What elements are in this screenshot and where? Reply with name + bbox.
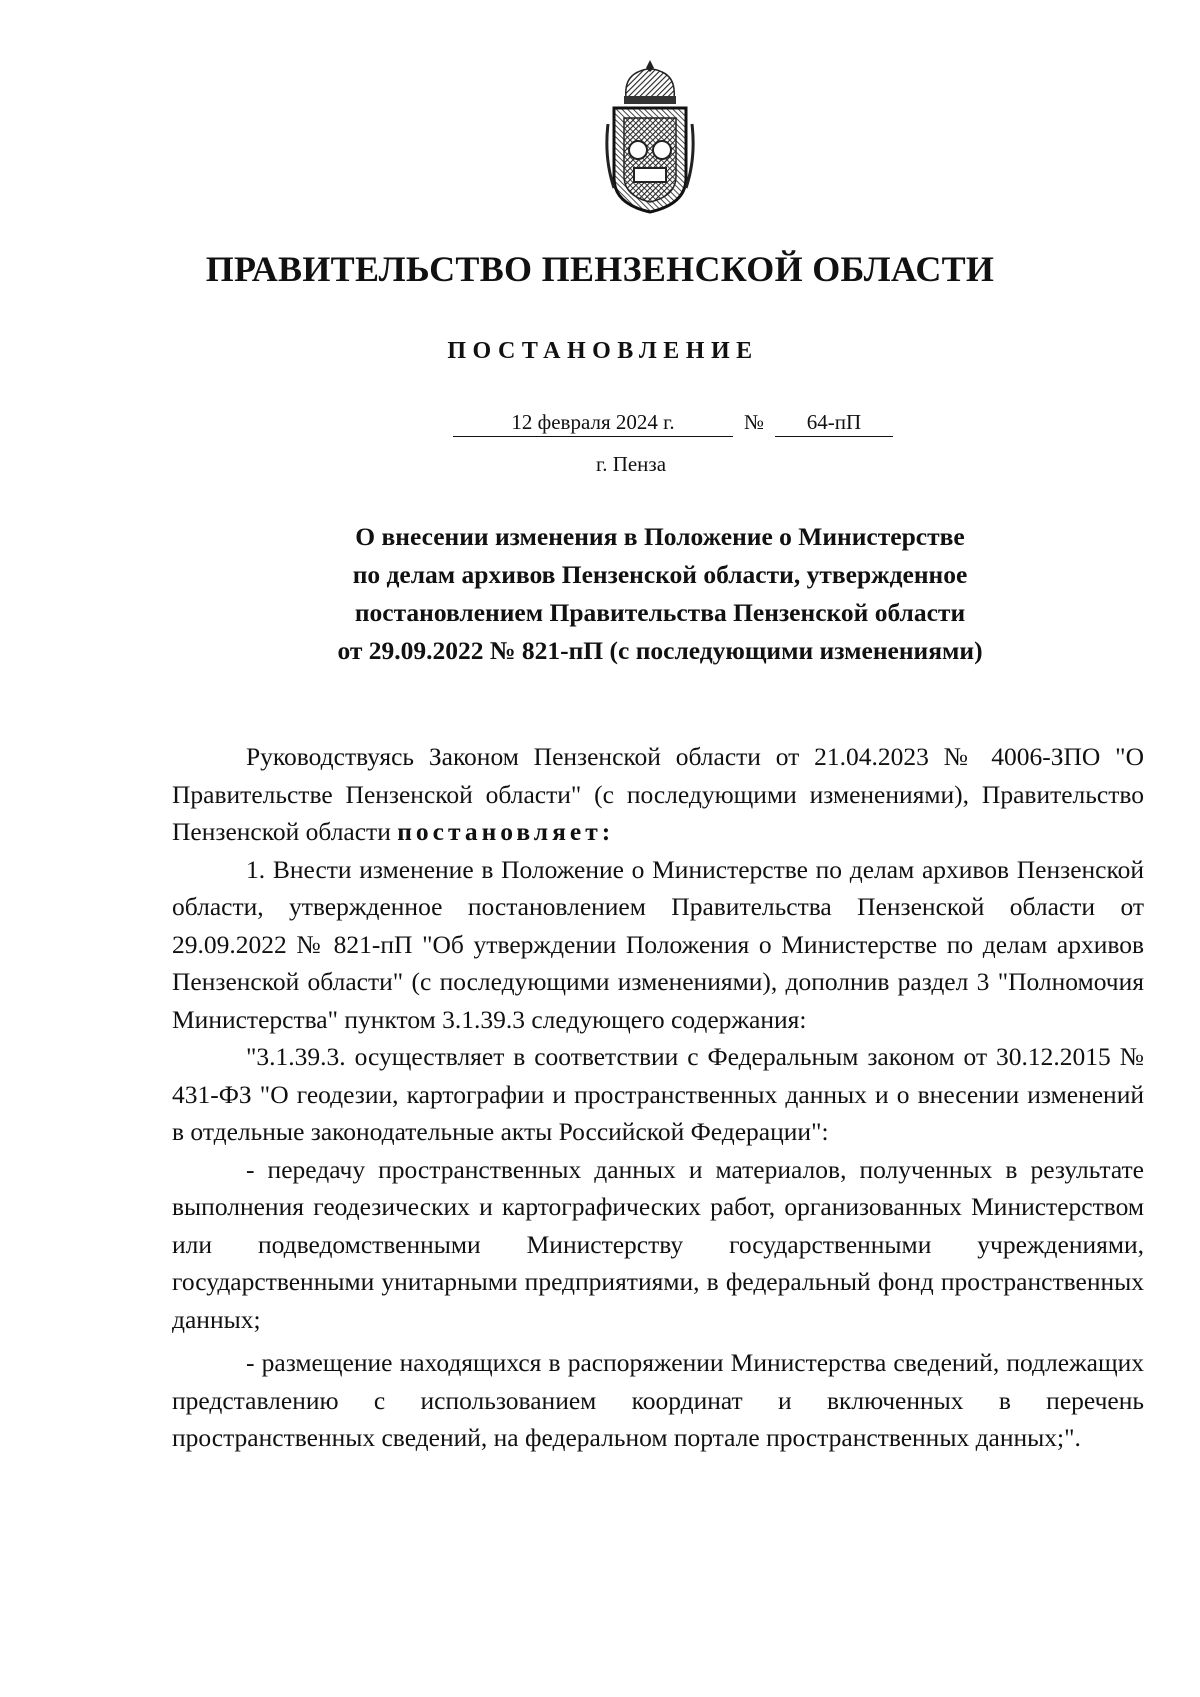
bullet-1-paragraph: - передачу пространственных данных и материалов, полученных в результате выполнения геодезических и картографических работ, организованных Министерством или подведомственными Министерству государственными учреждениями, государственными унитарными предприятиями, в федеральный фонд пространственных данных; bbox=[172, 1154, 1144, 1334]
government-name: ПРАВИТЕЛЬСТВО ПЕНЗЕНСКОЙ ОБЛАСТИ bbox=[205, 249, 995, 289]
number-sign: № bbox=[743, 410, 765, 434]
preamble-text: Руководствуясь Законом Пензенской области от 21.04.2023 № 4006-ЗПО "О Правительстве Пензенской области" (с последующими изменениями), Правительство Пензенской области bbox=[172, 742, 1144, 846]
title-line: О внесении изменения в Положение о Министерстве bbox=[355, 522, 965, 551]
date-number-line bbox=[453, 408, 893, 438]
document-type: ПОСТАНОВЛЕНИЕ bbox=[447, 338, 759, 364]
item-1-quote-paragraph: "3.1.39.3. осуществляет в соответствии с Федеральным законом от 30.12.2015 № 431-ФЗ "О геодезии, картографии и пространственных данных и о внесении изменений в отдельные законодательные акты Российской Федерации": bbox=[172, 1042, 1144, 1146]
city: г. Пенза bbox=[595, 452, 667, 476]
item-1-paragraph: 1. Внести изменение в Положение о Министерстве по делам архивов Пензенской области, утвержденное постановлением Правительства Пензенской области от 29.09.2022 № 821-пП "Об утверждении Положения о Министерстве по делам архивов Пензенской области" (с последующими изменениями), дополнив раздел 3 "Полномочия Министерства" пунктом 3.1.39.3 следующего содержания: bbox=[172, 854, 1144, 1034]
document-body bbox=[172, 738, 1144, 1457]
preamble-paragraph bbox=[172, 738, 1144, 851]
coat-of-arms-icon bbox=[604, 58, 696, 216]
title-line: постановлением Правительства Пензенской области bbox=[354, 598, 966, 627]
resolves-word: постановляет: bbox=[397, 817, 615, 846]
bullet-2-paragraph: - размещение находящихся в распоряжении Министерства сведений, подлежащих представлению с использованием координат и включенных в перечень пространственных сведений, на федеральном портале пространственных данных;". bbox=[172, 1348, 1144, 1452]
title-line: по делам архивов Пензенской области, утвержденное bbox=[352, 560, 968, 589]
title-line: от 29.09.2022 № 821-пП (с последующими изменениями) bbox=[337, 636, 983, 665]
document-title bbox=[200, 518, 1120, 670]
document-date: 12 февраля 2024 г. bbox=[453, 408, 733, 437]
document-number: 64-пП bbox=[775, 408, 893, 437]
